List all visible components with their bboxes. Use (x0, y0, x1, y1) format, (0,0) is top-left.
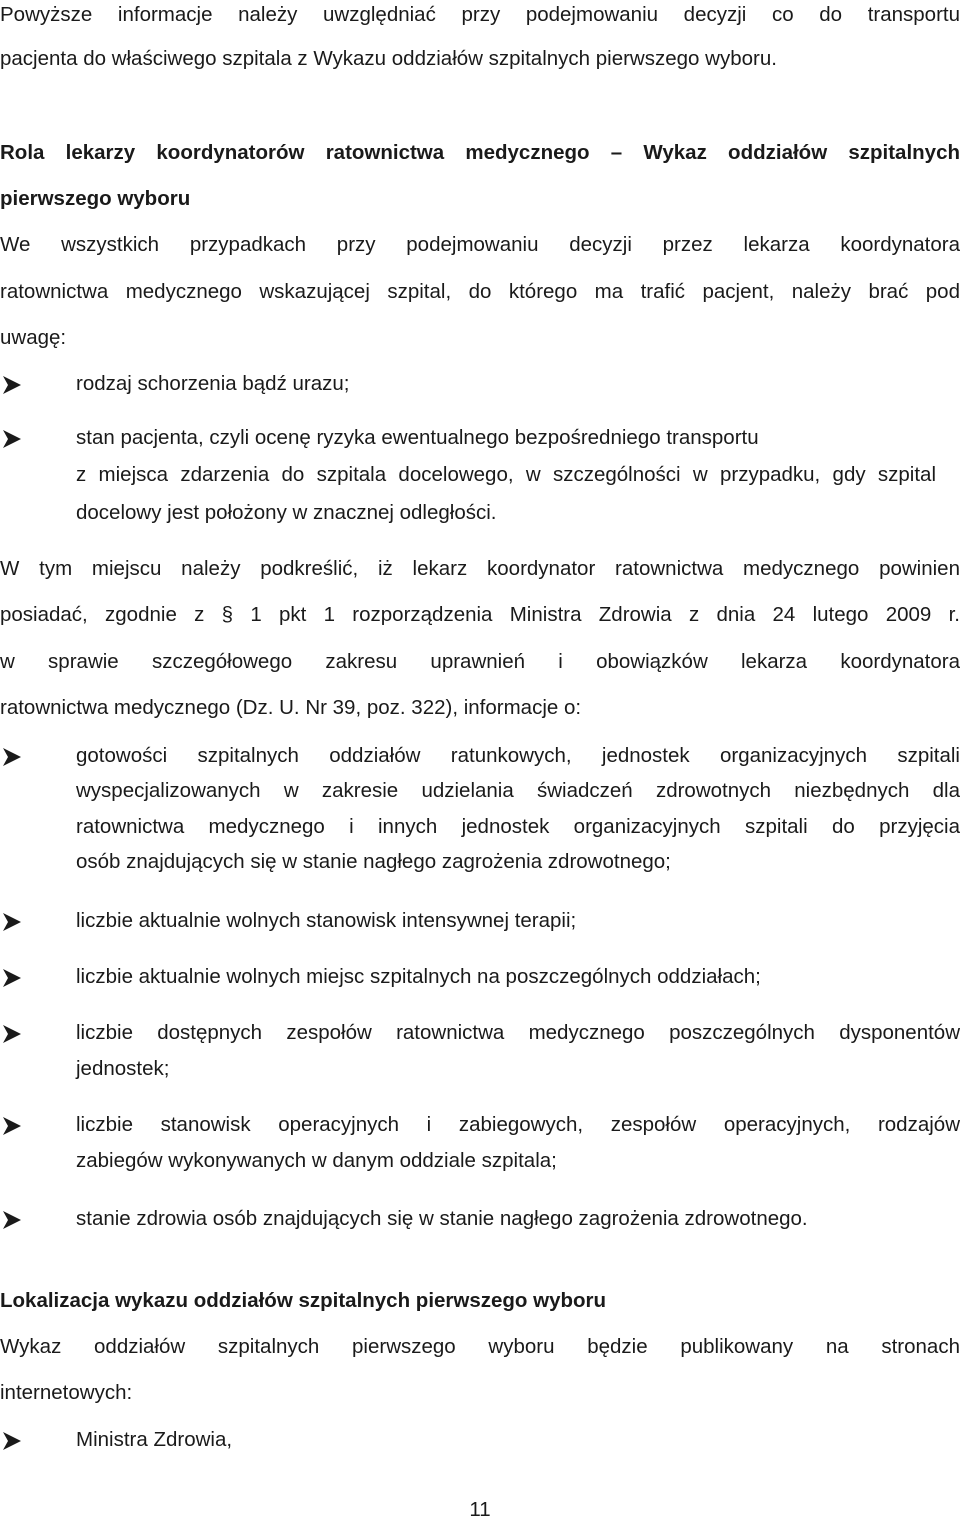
paragraph-line: ratownictwa medycznego wskazującej szpital, do którego ma trafić pacjent, należy brać pod (0, 280, 960, 303)
list-item-text: liczbie dostępnych zespołów ratownictwa medycznego poszczególnych dysponentów (76, 1021, 960, 1044)
paragraph-line: posiadać, zgodnie z § 1 pkt 1 rozporządzenia Ministra Zdrowia z dnia 24 lutego 2009 r. (0, 603, 960, 626)
paragraph-line: W tym miejscu należy podkreślić, iż lekarz koordynator ratownictwa medycznego powinien (0, 557, 960, 580)
list-item-text: stan pacjenta, czyli ocenę ryzyka ewentualnego bezpośredniego transportu (76, 426, 759, 449)
list-item-text: docelowy jest położony w znacznej odległości. (76, 501, 497, 524)
paragraph-line: w sprawie szczegółowego zakresu uprawnień i obowiązków lekarza koordynatora (0, 650, 960, 673)
list-item-text: liczbie aktualnie wolnych stanowisk intensywnej terapii; (76, 909, 577, 932)
arrowhead-bullet-icon (1, 428, 23, 450)
arrowhead-bullet-icon (1, 1115, 23, 1137)
arrowhead-bullet-icon (1, 374, 23, 396)
list-item-text: gotowości szpitalnych oddziałów ratunkowych, jednostek organizacyjnych szpitali (76, 744, 960, 767)
section-heading: Lokalizacja wykazu oddziałów szpitalnych pierwszego wyboru (0, 1289, 607, 1312)
paragraph-line: internetowych: (0, 1381, 133, 1404)
list-item-text: stanie zdrowia osób znajdujących się w stanie nagłego zagrożenia zdrowotnego. (76, 1207, 808, 1230)
list-item-text: liczbie aktualnie wolnych miejsc szpitalnych na poszczególnych oddziałach; (76, 965, 761, 988)
arrowhead-bullet-icon (1, 1430, 23, 1452)
arrowhead-bullet-icon (1, 1209, 23, 1231)
section-heading-line: pierwszego wyboru (0, 187, 191, 210)
section-heading-line: Rola lekarzy koordynatorów ratownictwa medycznego – Wykaz oddziałów szpitalnych (0, 141, 960, 164)
arrowhead-bullet-icon (1, 1023, 23, 1045)
arrowhead-bullet-icon (1, 746, 23, 768)
list-item-text: osób znajdujących się w stanie nagłego zagrożenia zdrowotnego; (76, 850, 671, 873)
list-item-text: rodzaj schorzenia bądź urazu; (76, 372, 350, 395)
paragraph-line: pacjenta do właściwego szpitala z Wykazu oddziałów szpitalnych pierwszego wyboru. (0, 47, 777, 70)
paragraph-line: Wykaz oddziałów szpitalnych pierwszego wyboru będzie publikowany na stronach (0, 1335, 960, 1358)
paragraph-line: Powyższe informacje należy uwzględniać przy podejmowaniu decyzji co do transportu (0, 3, 960, 26)
page-number: 11 (469, 1498, 491, 1521)
list-item-text: liczbie stanowisk operacyjnych i zabiegowych, zespołów operacyjnych, rodzajów (76, 1113, 960, 1136)
paragraph-line: We wszystkich przypadkach przy podejmowaniu decyzji przez lekarza koordynatora (0, 233, 960, 256)
arrowhead-bullet-icon (1, 911, 23, 933)
list-item-text: zabiegów wykonywanych w danym oddziale szpitala; (76, 1149, 557, 1172)
list-item-text: Ministra Zdrowia, (76, 1428, 233, 1451)
paragraph-line: uwagę: (0, 326, 67, 349)
paragraph-line: ratownictwa medycznego (Dz. U. Nr 39, poz. 322), informacje o: (0, 696, 582, 719)
list-item-text: z miejsca zdarzenia do szpitala docelowego, w szczególności w przypadku, gdy szpital (76, 463, 936, 486)
arrowhead-bullet-icon (1, 967, 23, 989)
list-item-text: wyspecjalizowanych w zakresie udzielania świadczeń zdrowotnych niezbędnych dla (76, 779, 960, 802)
list-item-text: ratownictwa medycznego i innych jednostek organizacyjnych szpitali do przyjęcia (76, 815, 960, 838)
list-item-text: jednostek; (76, 1057, 170, 1080)
